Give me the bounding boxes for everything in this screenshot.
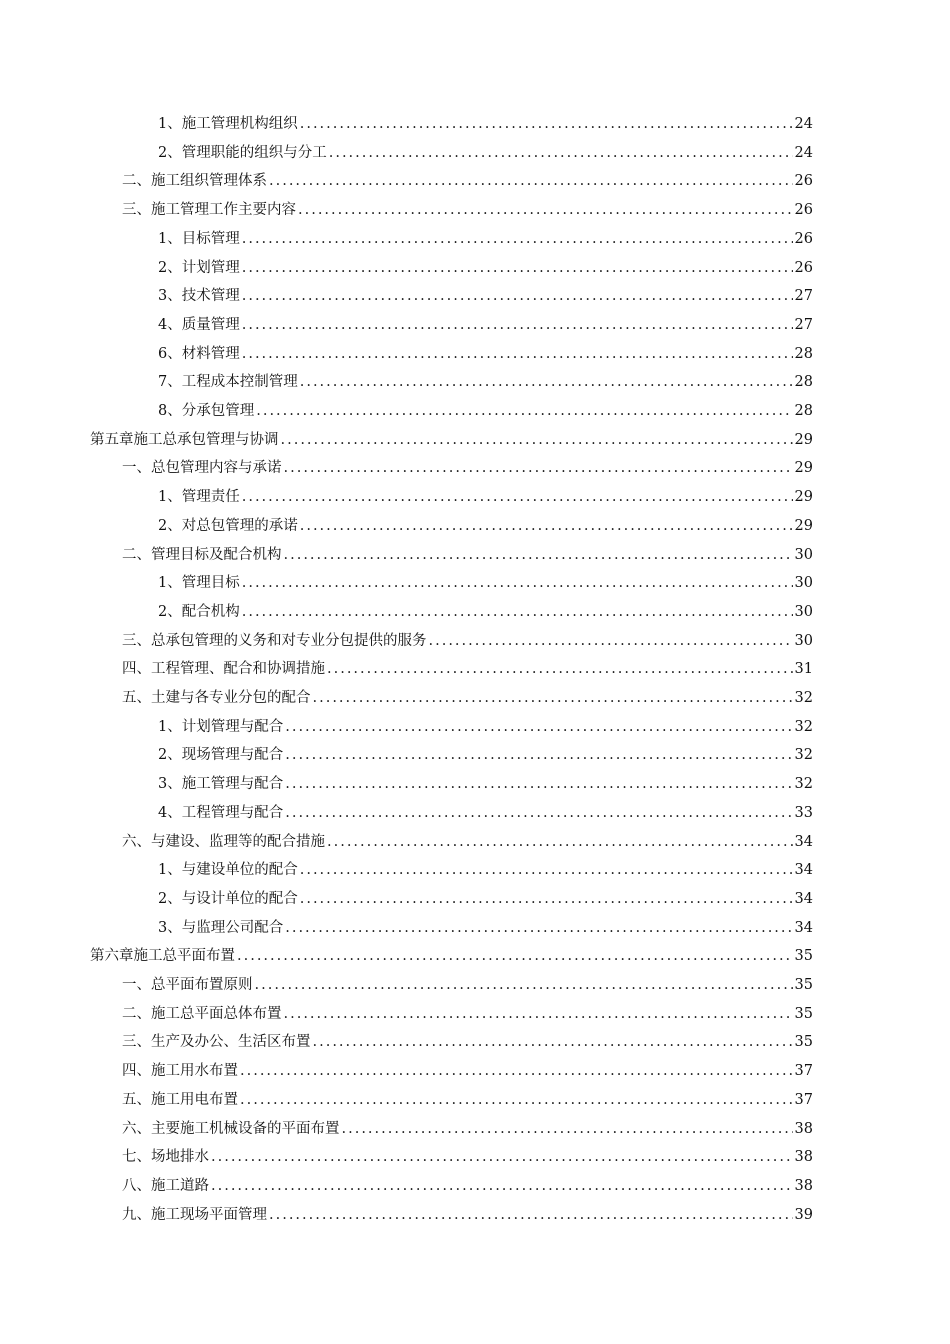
toc-dot-leader [285,715,792,739]
toc-page-number: 33 [794,804,813,821]
toc-page-number: 30 [794,603,813,620]
toc-entry[interactable] [158,571,813,595]
toc-entry[interactable] [122,1030,813,1054]
toc-dot-leader [256,399,792,423]
toc-page-number: 32 [794,690,813,706]
toc-page-number: 27 [794,316,813,333]
toc-dot-leader [285,916,792,940]
toc-entry[interactable] [158,887,813,911]
toc-dot-leader [284,456,793,480]
toc-entry-title: 五、土建与各专业分包的配合 [122,690,311,706]
toc-entry[interactable] [158,715,813,739]
toc-entry-title: 4、工程管理与配合 [158,804,284,821]
toc-dot-leader [300,887,793,911]
toc-entry[interactable] [158,600,813,624]
toc-entry[interactable] [122,169,813,193]
toc-dot-leader [300,858,793,882]
toc-entry-title: 二、管理目标及配合机构 [122,546,282,563]
toc-page-number: 24 [794,116,813,132]
toc-dot-leader [313,1030,793,1054]
toc-entry[interactable] [122,1174,813,1198]
toc-entry-title: 3、与监理公司配合 [158,919,284,936]
toc-entry-title: 六、与建设、监理等的配合措施 [122,833,325,850]
toc-page-number: 35 [794,1034,813,1051]
toc-page-number: 32 [794,776,813,793]
toc-entry[interactable] [122,657,813,681]
toc-page-number: 34 [794,890,813,907]
toc-entry[interactable] [122,686,813,710]
toc-entry-title: 2、对总包管理的承诺 [158,517,298,534]
toc-dot-leader [327,830,793,854]
toc-entry-title: 7、工程成本控制管理 [158,374,298,391]
toc-entry[interactable] [158,514,813,538]
toc-page-number: 28 [794,403,813,419]
toc-page-number: 29 [794,517,813,534]
toc-entry[interactable] [158,141,813,165]
toc-page-number: 28 [794,345,813,362]
toc-entry[interactable] [122,1088,813,1112]
toc-dot-leader [298,198,793,222]
toc-entry-title: 4、质量管理 [158,316,240,333]
toc-page-number: 28 [794,374,813,391]
toc-chapter-entry[interactable] [90,428,813,452]
toc-entry-title: 二、施工组织管理体系 [122,173,267,190]
toc-page-number: 26 [794,259,813,276]
toc-entry-title: 1、计划管理与配合 [158,718,284,735]
toc-page-number: 30 [794,575,813,592]
toc-entry[interactable] [158,284,813,308]
toc-dot-leader [284,1002,793,1026]
toc-page-number: 37 [794,1091,813,1108]
toc-entry[interactable] [122,543,813,567]
toc-dot-leader [240,1088,793,1112]
toc-entry-title: 三、生产及办公、生活区布置 [122,1034,311,1051]
toc-page-number: 31 [794,661,813,678]
toc-page-number: 26 [794,230,813,247]
toc-dot-leader [300,514,793,538]
toc-entry-title: 8、分承包管理 [158,403,255,419]
toc-entry-title: 二、施工总平面总体布置 [122,1005,282,1022]
toc-entry[interactable] [158,313,813,337]
toc-dot-leader [242,600,793,624]
toc-entry-title: 1、管理目标 [158,575,240,592]
toc-dot-leader [285,772,792,796]
toc-entry-title: 九、施工现场平面管理 [122,1206,267,1223]
toc-page-number: 35 [794,1005,813,1022]
toc-entry[interactable] [122,629,813,653]
toc-dot-leader [211,1145,793,1169]
toc-entry[interactable] [158,342,813,366]
toc-page-number: 26 [794,202,813,219]
toc-page-number: 30 [794,546,813,563]
toc-page-number: 34 [794,862,813,879]
toc-dot-leader [300,370,793,394]
toc-chapter-number: 第五章 [90,431,134,448]
toc-page-number: 30 [794,632,813,649]
toc-dot-leader [285,801,792,825]
toc-entry[interactable] [158,743,813,767]
toc-entry-title: 一、总平面布置原则 [122,977,253,993]
toc-dot-leader [281,428,793,452]
toc-chapter-entry[interactable] [90,944,813,968]
toc-page-number: 39 [794,1206,813,1223]
toc-entry[interactable] [158,801,813,825]
toc-page-number: 24 [794,144,813,161]
toc-entry-title: 八、施工道路 [122,1177,209,1194]
toc-entry-title: 2、现场管理与配合 [158,747,284,764]
toc-entry-title: 1、施工管理机构组织 [158,116,298,132]
toc-entry[interactable] [122,973,813,997]
toc-page-number: 38 [794,1149,813,1166]
toc-page-number: 32 [794,747,813,764]
toc-entry[interactable] [122,198,813,222]
toc-page-number: 38 [794,1177,813,1194]
toc-entry-title: 3、施工管理与配合 [158,776,284,793]
toc-entry[interactable] [122,1002,813,1026]
toc-entry-title: 1、管理责任 [158,489,240,506]
toc-entry[interactable] [158,485,813,509]
toc-dot-leader [269,169,793,193]
toc-dot-leader [313,686,793,710]
toc-dot-leader [211,1174,793,1198]
toc-entry[interactable] [158,370,813,394]
toc-dot-leader [240,1059,793,1083]
toc-dot-leader [242,284,793,308]
toc-entry-title: 施工总承包管理与协调 [133,431,279,448]
toc-dot-leader [284,543,793,567]
toc-entry[interactable] [158,112,813,136]
toc-page-number: 35 [794,977,813,993]
toc-entry-title: 6、材料管理 [158,345,240,362]
toc-entry-title: 四、工程管理、配合和协调措施 [122,661,325,678]
toc-page-number: 29 [794,431,813,448]
toc-entry-title: 2、计划管理 [158,259,240,276]
toc-dot-leader [285,743,792,767]
toc-dot-leader [242,313,793,337]
toc-entry[interactable] [158,227,813,251]
toc-page-number: 26 [794,173,813,190]
toc-entry-title: 2、管理职能的组织与分工 [158,144,327,161]
toc-entry-title: 1、与建设单位的配合 [158,862,298,879]
toc-entry[interactable] [158,858,813,882]
toc-entry[interactable] [122,1117,813,1141]
toc-entry-title: 2、配合机构 [158,603,240,620]
toc-page-number: 35 [794,948,813,965]
toc-entry[interactable] [122,456,813,480]
toc-entry-title: 三、总承包管理的义务和对专业分包提供的服务 [122,632,427,649]
toc-page-number: 29 [794,460,813,477]
toc-page-number: 32 [794,718,813,735]
toc-entry-title: 七、场地排水 [122,1149,209,1166]
toc-page-number: 38 [794,1120,813,1137]
toc-entry-title: 1、目标管理 [158,230,240,247]
toc-dot-leader [342,1117,793,1141]
toc-entry-title: 3、技术管理 [158,288,240,305]
toc-dot-leader [242,342,793,366]
toc-dot-leader [300,112,793,136]
toc-page-number: 34 [794,833,813,850]
toc-entry[interactable] [122,1145,813,1169]
toc-entry[interactable] [122,1059,813,1083]
toc-dot-leader [242,227,793,251]
toc-entry[interactable] [158,772,813,796]
toc-page-number: 29 [794,489,813,506]
toc-entry-title: 2、与设计单位的配合 [158,890,298,907]
toc-dot-leader [242,485,793,509]
toc-dot-leader [327,657,793,681]
toc-page-number: 37 [794,1063,813,1080]
toc-dot-leader [329,141,793,165]
toc-entry-title: 六、主要施工机械设备的平面布置 [122,1120,340,1137]
toc-dot-leader [242,571,793,595]
toc-chapter-number: 第六章 [90,948,134,965]
toc-entry-title: 施工总平面布置 [133,948,235,965]
toc-entry-title: 五、施工用电布置 [122,1091,238,1108]
toc-entry[interactable] [158,399,813,423]
toc-entry-title: 四、施工用水布置 [122,1063,238,1080]
toc-entry-title: 三、施工管理工作主要内容 [122,202,296,219]
toc-entry-title: 一、总包管理内容与承诺 [122,460,282,477]
toc-entry[interactable] [158,916,813,940]
toc-dot-leader [237,944,793,968]
toc-entry[interactable] [122,1203,813,1227]
toc-page-number: 34 [794,919,813,936]
toc-dot-leader [242,256,793,280]
toc-dot-leader [269,1203,793,1227]
toc-page-number: 27 [794,288,813,305]
toc-dot-leader [429,629,793,653]
toc-dot-leader [255,973,793,997]
toc-entry[interactable] [122,830,813,854]
toc-entry[interactable] [158,256,813,280]
